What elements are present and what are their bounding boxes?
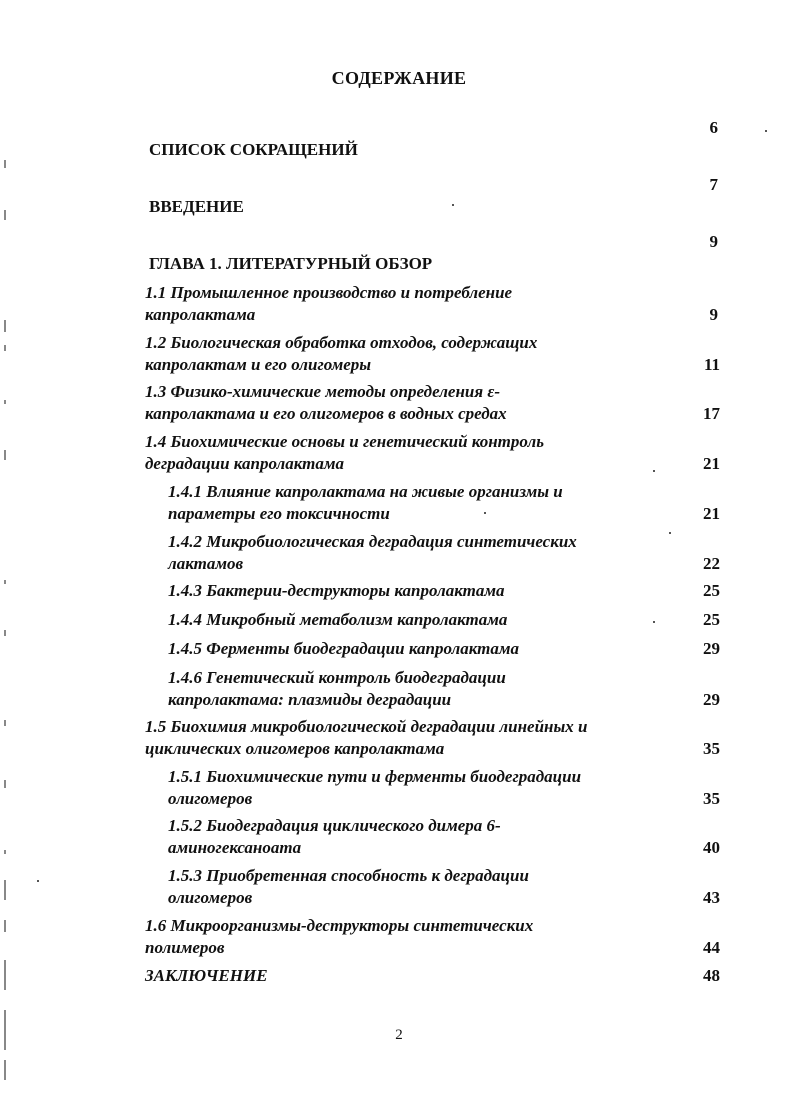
toc-entry-line: капролактама: плазмиды деградации	[168, 690, 452, 709]
scan-speck	[37, 880, 39, 882]
toc-entry-page: 25	[703, 581, 720, 600]
toc-entry-line: 1.6 Микроорганизмы-деструкторы синтетических	[145, 916, 534, 935]
toc-entry	[145, 716, 720, 760]
toc-entry	[168, 815, 720, 859]
toc-entry	[145, 282, 718, 326]
toc-entry-line: 1.3 Физико-химические методы определения ε-	[145, 382, 500, 401]
toc-entry-line: 1.4.6 Генетический контроль биодеградации	[168, 668, 506, 687]
toc-entry-line: 1.1 Промышленное производство и потребление	[145, 283, 513, 302]
toc-entry	[168, 481, 720, 525]
toc-entry	[145, 332, 720, 376]
toc-entry	[145, 381, 720, 425]
toc-entry-line: 1.5.2 Биодеградация циклического димера 6-	[168, 816, 501, 835]
toc-entry-line: капролактама и его олигомеров в водных средах	[145, 404, 507, 423]
page-number: 2	[395, 1027, 403, 1043]
page-title: СОДЕРЖАНИЕ	[331, 68, 467, 88]
toc-entry	[145, 915, 720, 959]
toc-entry	[168, 609, 720, 631]
toc-entry-page: 48	[703, 966, 720, 985]
toc-entry-line: полимеров	[145, 938, 225, 957]
toc-entry-line: капролактама	[145, 305, 256, 324]
toc-entry-title: ВВЕДЕНИЕ	[149, 197, 244, 216]
toc-entry-page: 9	[709, 305, 718, 324]
toc-entry	[145, 965, 720, 987]
toc-entry-line: 1.5 Биохимия микробиологической деградации линейных и	[145, 717, 588, 736]
toc-entry-page: 9	[709, 232, 718, 251]
toc-entry-page: 44	[703, 938, 720, 957]
toc-entry	[168, 667, 720, 711]
scan-speck	[452, 204, 454, 206]
toc-entry-line: аминогексаноата	[168, 838, 302, 857]
scan-speck	[484, 512, 486, 514]
toc-entry-line: 1.2 Биологическая обработка отходов, содержащих	[145, 333, 538, 352]
toc-entry	[168, 638, 720, 660]
toc-entry-page: 6	[709, 118, 718, 137]
toc-entry-line: олигомеров	[168, 789, 253, 808]
toc-entry-line: 1.4.2 Микробиологическая деградация синтетических	[168, 532, 577, 551]
toc-entry-line: 1.5.3 Приобретенная способность к деградации	[168, 866, 529, 885]
toc-entry-title: СПИСОК СОКРАЩЕНИЙ	[149, 140, 358, 159]
toc-entry	[145, 431, 720, 475]
toc-entry-page: 35	[703, 739, 720, 758]
toc-entry-page: 21	[703, 504, 720, 523]
toc-entry-page: 21	[703, 454, 720, 473]
toc-entry-line: лактамов	[168, 554, 244, 573]
scan-speck	[669, 532, 671, 534]
toc-entry-line: 1.4.1 Влияние капролактама на живые организмы и	[168, 482, 563, 501]
toc-entry-title: ЗАКЛЮЧЕНИЕ	[145, 966, 268, 985]
toc-entry-page: 7	[709, 175, 718, 194]
toc-entry-page: 25	[703, 610, 720, 629]
toc-entry-page: 43	[703, 888, 720, 907]
toc-entry	[168, 580, 720, 602]
scan-speck	[765, 130, 767, 132]
toc-entry-page: 40	[703, 838, 720, 857]
toc-entry-line: капролактам и его олигомеры	[145, 355, 372, 374]
toc-entry-title: ГЛАВА 1. ЛИТЕРАТУРНЫЙ ОБЗОР	[149, 254, 433, 273]
toc-entry-line: циклических олигомеров капролактама	[145, 739, 445, 758]
toc-entry	[168, 531, 720, 575]
toc-entry-title: 1.4.3 Бактерии-деструкторы капролактама	[168, 581, 505, 600]
toc-entry	[168, 766, 720, 810]
toc-entry-line: параметры его токсичности	[168, 504, 390, 523]
toc-entry	[168, 865, 720, 909]
toc-entry-page: 29	[703, 639, 720, 658]
toc-entry-line: 1.5.1 Биохимические пути и ферменты биодеградации	[168, 767, 582, 786]
toc-entry-page: 35	[703, 789, 720, 808]
toc-entry-page: 29	[703, 690, 720, 709]
scan-speck	[653, 621, 655, 623]
toc-entry-page: 22	[703, 554, 720, 573]
scan-speck	[653, 470, 655, 472]
toc-entry-title: 1.4.5 Ферменты биодеградации капролактама	[168, 639, 520, 658]
toc-entry-line: олигомеров	[168, 888, 253, 907]
toc-entry-line: 1.4 Биохимические основы и генетический контроль	[145, 432, 544, 451]
scan-margin-noise	[4, 160, 14, 1090]
toc-entry-title: 1.4.4 Микробный метаболизм капролактама	[168, 610, 508, 629]
toc-entry-page: 17	[703, 404, 720, 423]
toc-entry-line: деградации капролактама	[145, 454, 345, 473]
toc-entry-page: 11	[703, 355, 720, 374]
